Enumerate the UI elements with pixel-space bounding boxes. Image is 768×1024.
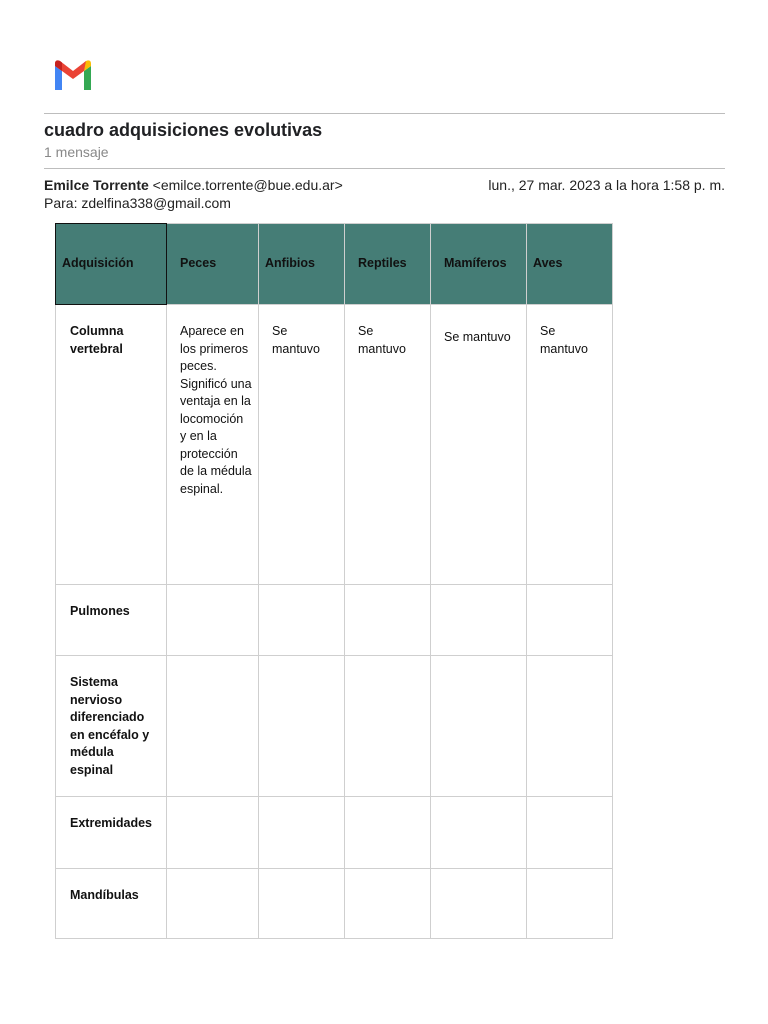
table-cell [527, 797, 613, 869]
header-adquisicion: Adquisición [56, 224, 167, 305]
table-cell [345, 656, 431, 797]
table-row [56, 869, 613, 939]
table-header-row [56, 224, 613, 305]
header-anfibios: Anfibios [259, 224, 345, 305]
row-label: Pulmones [56, 585, 167, 656]
table-cell [431, 585, 527, 656]
header-mamiferos: Mamíferos [431, 224, 527, 305]
table-row [56, 305, 613, 585]
row-label: Columna vertebral [56, 305, 167, 585]
row-label: Extremidades [56, 797, 167, 869]
recipient: Para: zdelfina338@gmail.com [44, 195, 231, 211]
table-cell [431, 797, 527, 869]
email-date: lun., 27 mar. 2023 a la hora 1:58 p. m. [488, 177, 725, 193]
table-cell [167, 797, 259, 869]
table-cell [167, 869, 259, 939]
table-cell: Se mantuvo [345, 305, 431, 585]
table-row [56, 585, 613, 656]
header-peces: Peces [167, 224, 259, 305]
table-cell [259, 869, 345, 939]
table-cell [167, 585, 259, 656]
table-cell: Aparece en los primeros peces. Significó una ventaja en la locomoción y en la protección de la médula espinal. [167, 305, 259, 585]
table-cell [259, 797, 345, 869]
table-cell [345, 869, 431, 939]
table-cell [167, 656, 259, 797]
table-cell [527, 656, 613, 797]
header-reptiles: Reptiles [345, 224, 431, 305]
table-cell: Se mantuvo [527, 305, 613, 585]
sender-email: <emilce.torrente@bue.edu.ar> [152, 177, 343, 193]
row-label: Mandíbulas [56, 869, 167, 939]
table-row [56, 656, 613, 797]
sender [44, 177, 343, 193]
row-label: Sistema nervioso diferenciado en encéfalo y médula espinal [56, 656, 167, 797]
evolution-table [55, 223, 613, 939]
table-cell [345, 585, 431, 656]
table-cell: Se mantuvo [431, 305, 527, 585]
header-divider [44, 113, 725, 114]
table-cell [259, 656, 345, 797]
table-cell [431, 869, 527, 939]
table-cell [431, 656, 527, 797]
subject-divider [44, 168, 725, 169]
table-cell [345, 797, 431, 869]
table-cell: Se mantuvo [259, 305, 345, 585]
sender-name: Emilce Torrente [44, 177, 149, 193]
email-subject: cuadro adquisiciones evolutivas [44, 120, 323, 140]
header-aves: Aves [527, 224, 613, 305]
table-cell [527, 869, 613, 939]
table-cell [527, 585, 613, 656]
table-row [56, 797, 613, 869]
gmail-logo-icon [52, 58, 94, 92]
table-cell [259, 585, 345, 656]
message-count: 1 mensaje [44, 144, 109, 160]
